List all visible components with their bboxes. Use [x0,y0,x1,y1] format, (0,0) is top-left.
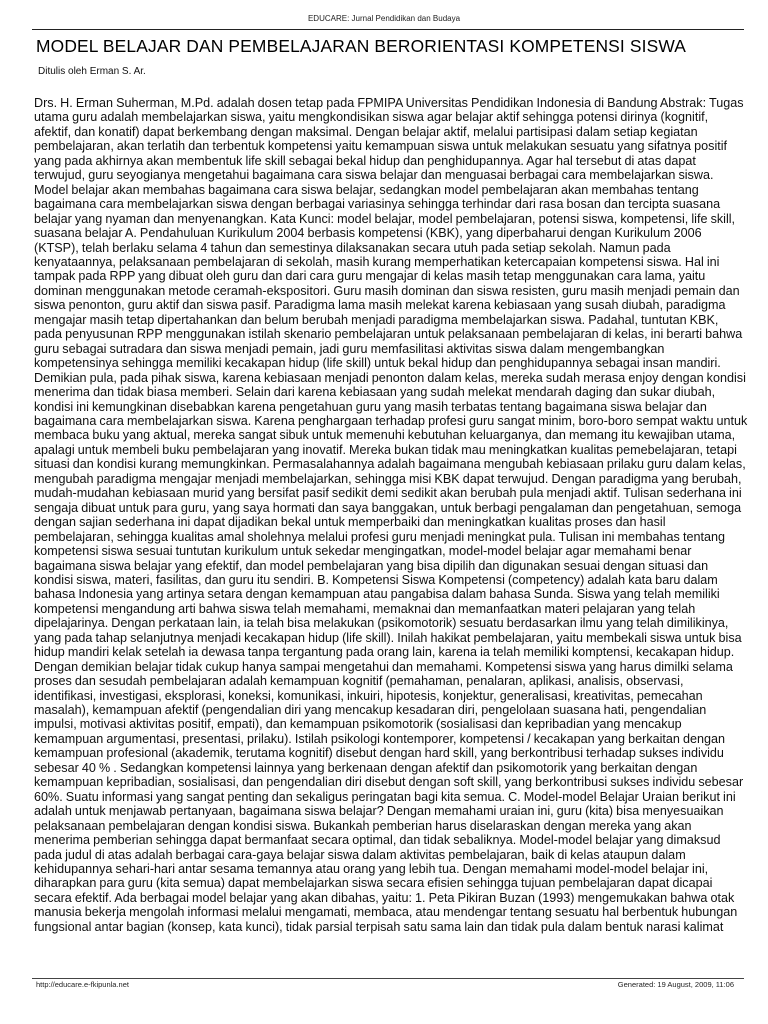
footer-url: http://educare.e-fkipunla.net [36,980,129,989]
footer-divider [32,978,744,979]
journal-header: EDUCARE: Jurnal Pendidikan dan Budaya [307,14,461,23]
article-byline: Ditulis oleh Erman S. Ar. [38,66,146,77]
footer-generated-date: Generated: 19 August, 2009, 11:06 [617,980,734,989]
article-title: MODEL BELAJAR DAN PEMBELAJARAN BERORIENTASI KOMPETENSI SISWA [36,36,687,56]
article-body: Drs. H. Erman Suherman, M.Pd. adalah dosen tetap pada FPMIPA Universitas Pendidikan Indonesia di Bandung Abstrak: Tugas utama guru adalah membelajarkan siswa, yaitu mengkondisikan siswa agar belajar aktif sehingga potensi dirinya (kognitif, afektif, dan konatif) dapat berkembang dengan maksimal. Dengan belajar aktif, melalui partisipasi dalam setiap kegiatan pembelajaran, akan terlatih dan terbentuk kompetensi yaitu kemampuan siswa untuk melakukan sesuatu yang sifatnya positif yang pada akhirnya akan membentuk life skill sebagai bekal hidup dan penghidupannya. Agar hal tersebut di atas dapat terwujud, guru seyogianya mengetahui bagaimana cara siswa belajar dan menguasai berbagai cara membelajarkan siswa. Model belajar akan membahas bagaimana cara siswa belajar, sedangkan model pembelajaran akan membahas tentang bagaimana cara membelajarkan siswa dengan berbagai variasinya sehingga terhindar dari rasa bosan dan tercipta suasana belajar yang nyaman dan menyenangkan. Kata Kunci: model belajar, model pembelajaran, potensi siswa, kompetensi, life skill, suasana belajar A. Pendahuluan Kurikulum 2004 berbasis kompetensi (KBK), yang diperbaharui dengan Kurikulum 2006 (KTSP), telah berlaku selama 4 tahun dan semestinya dilaksanakan secara utuh pada setiap sekolah. Namun pada kenyataannya, pelaksanaan pembelajaran di sekolah, masih kurang memperhatikan ketercapaian kompetensi siswa. Hal ini tampak pada RPP yang dibuat oleh guru dan dari cara guru mengajar di kelas masih tetap menggunakan cara lama, yaitu dominan menggunakan metode ceramah-ekspositori. Guru masih dominan dan siswa resisten, guru masih menjadi pemain dan siswa penonton, guru aktif dan siswa pasif. Paradigma lama masih melekat karena kebiasaan yang susah diubah, paradigma mengajar masih tetap dipertahankan dan belum berubah menjadi paradigma membelajarkan siswa. Padahal, tuntutan KBK, pada penyusunan RPP menggunakan istilah skenario pembelajaran untuk pelaksanaan pembelajaran di kelas, ini berarti bahwa guru sebagai sutradara dan siswa menjadi pemain, jadi guru memfasilitasi aktivitas siswa dalam mengembangkan kompetensinya sehingga memiliki kecakapan hidup (life skill) untuk bekal hidup dan penghidupannya sebagai insan mandiri. Demikian pula, pada pihak siswa, karena kebiasaan menjadi penonton dalam kelas, mereka sudah merasa enjoy dengan kondisi menerima dan tidak biasa memberi. Selain dari karena kebiasaan yang sudah melekat mendarah daging dan sukar diubah, kondisi ini kemungkinan disebabkan karena pengetahuan guru yang masih terbatas tentang bagaimana siswa belajar dan bagaimana cara membelajarkan siswa. Karena penghargaan terhadap profesi guru sangat minim, boro-boro sempat waktu untuk membaca buku yang aktual, mereka sangat sibuk untuk memenuhi kebutuhan keluarganya, dan memang itu kewajiban utama, apalagi untuk membeli buku pembelajaran yang inovatif. Mereka bukan tidak mau meningkatkan kualitas pemebelajaran, tetapi situasi dan kondisi kurang memungkinkan. Permasalahannya adalah bagaimana mengubah kebiasaan prilaku guru dalam kelas, mengubah paradigma mengajar menjadi membelajarkan, sehingga misi KBK dapat terwujud. Dengan paradigma yang berubah, mudah-mudahan kebiasaan murid yang bersifat pasif sedikit demi sedikit akan berubah pula menjadi aktif. Tulisan sederhana ini sengaja dibuat untuk para guru, yang saya hormati dan saya banggakan, untuk berbagi pengalaman dan pengetahuan, semoga dengan sajian sederhana ini dapat dijadikan bekal untuk memperbaiki dan meningkatkan kualitas proses dan hasil pembelajaran, sehingga kualitas amal sholehnya melalui profesi guru menjadi meningkat pula. Tulisan ini membahas tentang kompetensi siswa sesuai tuntutan kurikulum untuk sekedar mengingatkan, model-model belajar agar memahami benar bagaimana siswa belajar yang efektif, dan model pembelajaran yang bisa dipilih dan digunakan sesuai dengan situasi dan kondisi siswa, materi, fasilitas, dan guru itu sendiri. B. Kompetensi Siswa Kompetensi (competency) adalah kata baru dalam bahasa Indonesia yang artinya setara dengan kemampuan atau pangabisa dalam bahasa Sunda. Siswa yang telah memiliki kompetensi mengandung arti bahwa siswa telah memahami, memaknai dan memanfaatkan materi pelajaran yang telah dipelajarinya. Dengan perkataan lain, ia telah bisa melakukan (psikomotorik) sesuatu berdasarkan ilmu yang telah dimilikinya, yang pada tahap selanjutnya menjadi kecakapan hidup (life skill). Inilah hakikat pembelajaran, yaitu membekali siswa untuk bisa hidup mandiri kelak setelah ia dewasa tanpa tergantung pada orang lain, karena ia telah memiliki komptensi, kecakapan hidup. Dengan demikian belajar tidak cukup hanya sampai mengetahui dan memahami. Kompetensi siswa yang harus dimilki selama proses dan sesudah pembelajaran adalah kemampuan kognitif (pemahaman, penalaran, aplikasi, analisis, observasi, identifikasi, investigasi, eksplorasi, koneksi, komunikasi, inkuiri, hipotesis, konjektur, generalisasi, kreativitas, pemecahan masalah), kemampuan afektif (pengendalian diri yang mencakup kesadaran diri, pengelolaan suasana hati, pengendalian impulsi, motivasi aktivitas positif, empati), dan kemampuan psikomotorik (sosialisasi dan kepribadian yang mencakup kemampuan argumentasi, presentasi, prilaku). Istilah psikologi kontemporer, kompetensi / kecakapan yang berkaitan dengan kemampuan profesional (akademik, terutama kognitif) disebut dengan hard skill, yang berkontribusi terhadap sukses individu sebesar 40 % . Sedangkan kompetensi lainnya yang berkenaan dengan afektif dan psikomotorik yang berkaitan dengan kemampuan kepribadian, sosialisasi, dan pengendalian diri disebut dengan soft skill, yang berkontribusi sukses individu sebesar 60%. Suatu informasi yang sangat penting dan sekaligus peringatan bagi kita semua. C. Model-model Belajar Uraian berikut ini adalah untuk menjawab pertanyaan, bagaimana siswa belajar? Dengan memahami uraian ini, guru (kita) bisa menyesuaikan pelaksanaan pembelajaran dengan kondisi siswa. Bukankah pemberian harus diselaraskan dengan mereka yang akan menerima pemberian sehingga dapat bermanfaat secara optimal, dan tidak sebaliknya. Model-model belajar yang dimaksud pada judul di atas adalah berbagai cara-gaya belajar siswa dalam aktivitas pembelajaran, baik di kelas ataupun dalam kehidupannya sehari-hari antar sesama temannya atau orang yang lebih tua. Dengan memahami model-model belajar ini, diharapkan para guru (kita semua) dapat membelajarkan siswa secara efisien sehingga tujuan pembelajaran dapat dicapai secara efektif. Ada berbagai model belajar yang akan dibahas, yaitu: 1. Peta Pikiran Buzan (1993) mengemukakan bahwa otak manusia bekerja mengolah informasi melalui mengamati, membaca, atau mendengar tentang sesuatu hal berbentuk hubungan fungsional antar bagian (konsep, kata kunci), tidak parsial terpisah satu sama lain dan tidak pula dalam bentuk narasi kalimat [34,96,748,934]
header-divider [32,29,744,30]
